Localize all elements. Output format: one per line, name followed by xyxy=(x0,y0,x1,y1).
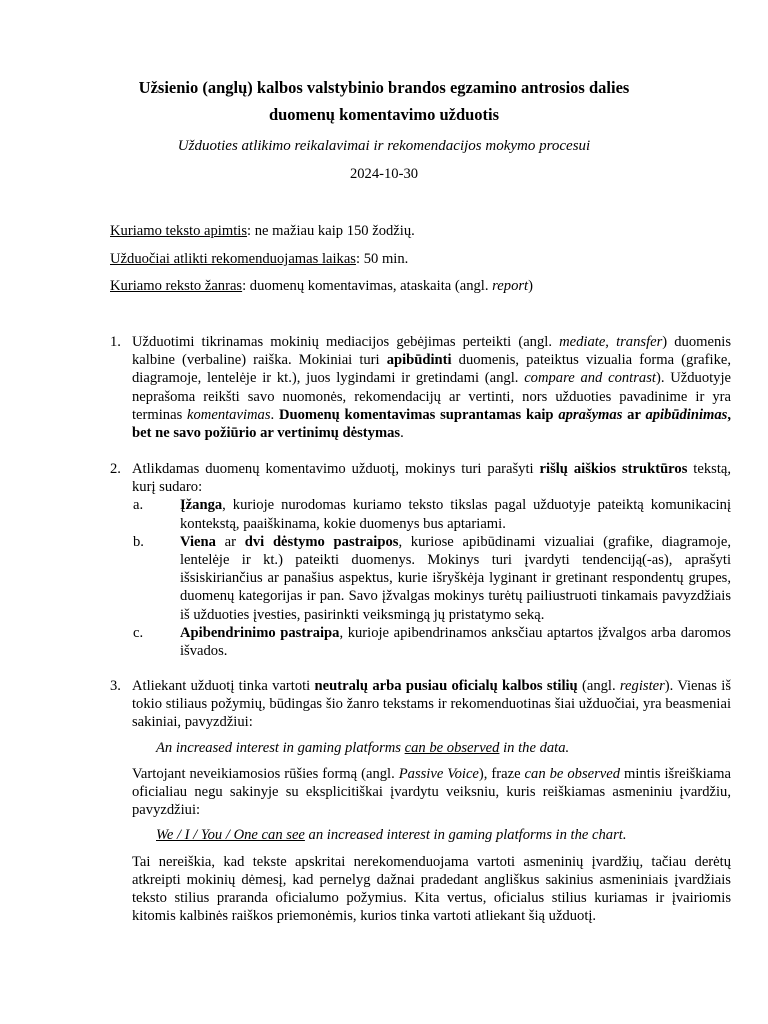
document-title-line2: duomenų komentavimo užduotis xyxy=(268,105,500,124)
list-item-number: 3. xyxy=(110,678,121,694)
sub-item-label: a. xyxy=(133,497,144,514)
sub-item-c xyxy=(133,624,731,660)
list-item-number: 1. xyxy=(110,334,121,350)
meta-key: Kuriamo reksto žanras xyxy=(110,278,243,294)
list-item-body xyxy=(132,460,731,660)
paragraph: Užduotimi tikrinamas mokinių mediacijos gebėjimas perteikti (angl. mediate, transfer) duomenis kalbine (verbaline) raiška. Mokiniai turi apibūdinti duomenis, pateiktus vizualia forma (grafike, diagramoje, lentelėje ir kt.), juos lygindami ir gretindami (angl. compare and contrast). Užduotyje neprašoma reikšti savo nuomonės, rekomendacijų ar vertinti, nors užduoties pavadinime ir yra terminas komentavimas. Duomenų komentavimas suprantamas kaip aprašymas ar apibūdinimas, bet ne savo požiūrio ar vertinimų dėstymas. xyxy=(132,334,732,442)
meta-recommended-time xyxy=(110,250,730,268)
paragraph: Vartojant neveikiamosios rūšies formą (angl. Passive Voice), fraze can be observed mintis išreiškiama oficialiau negu sakinyje su eksplicitiškai įvardytu veiksniu, kuris reiškiamas asmeniniu įvardžiu, pavyzdžiui: xyxy=(132,765,731,819)
sub-item-text: Įžanga, kurioje nurodomas kuriamo teksto tikslas pagal užduotyje pateiktą komunikacinį kontekstą, paaiškinama, kokie duomenys bus aptariami. xyxy=(180,497,731,532)
meta-genre xyxy=(110,277,730,295)
document-date: 2024-10-30 xyxy=(349,166,419,182)
meta-key: Užduočiai atlikti rekomenduojamas laikas xyxy=(110,251,356,267)
example-sentence-1: An increased interest in gaming platforms can be observed in the data. xyxy=(156,739,570,756)
example-sentence-2: We / I / You / One can see an increased interest in gaming platforms in the chart. xyxy=(156,827,627,844)
paragraph: Atlikdamas duomenų komentavimo užduotį, mokinys turi parašyti rišlų aiškios struktūros tekstą, kurį sudaro: xyxy=(132,461,731,496)
list-item-body xyxy=(132,677,731,925)
sub-item-label: b. xyxy=(133,533,144,550)
sub-item-text: Viena ar dvi dėstymo pastraipos, kuriose apibūdinami vizualiai (grafike, diagramoje, lentelėje ir kt.) pateikti duomenys. Mokinys turi įvardyti tendenciją(-as), aprašyti išsiskiriančius ar panašius aspektus, kurie išryškėja lyginant ir gretinant respondentų grupes, duomenų kategorijas ir pan. Savo įžvalgas mokinys turėtų pailiustruoti tinkamais pavyzdžiais iš užduoties įvesties, pasirinkti veiksmingą jų pristatymo seką. xyxy=(180,533,731,623)
sub-item-label: c. xyxy=(133,624,144,641)
paragraph: Atliekant užduotį tinka vartoti neutralų arba pusiau oficialų kalbos stilių (angl. register). Vienas iš tokio stiliaus požymių, būdingas šio žanro tekstams ir rekomenduotinas šiai užduočiai, yra beasmeniai sakiniai, pavyzdžiui: xyxy=(132,678,731,731)
meta-value: : duomenų komentavimas, ataskaita (angl. xyxy=(242,278,493,294)
sub-item-a xyxy=(133,496,731,532)
meta-value-end: ) xyxy=(528,278,533,294)
list-item-2 xyxy=(110,460,731,660)
meta-value: : 50 min. xyxy=(356,251,409,267)
list-item-body xyxy=(132,333,731,442)
sub-item-b xyxy=(133,533,731,624)
list-item-3 xyxy=(110,677,731,925)
document-title-line1: Užsienio (anglų) kalbos valstybinio brandos egzamino antrosios dalies xyxy=(138,78,630,97)
meta-key: Kuriamo teksto apimtis xyxy=(110,223,248,239)
meta-value: : ne mažiau kaip 150 žodžių. xyxy=(247,223,415,239)
list-item-1 xyxy=(110,333,731,442)
list-item-number: 2. xyxy=(110,461,121,477)
document-subtitle: Užduoties atlikimo reikalavimai ir rekomendacijos mokymo procesui xyxy=(177,138,591,154)
sub-item-text: Apibendrinimo pastraipa, kurioje apibendrinamos anksčiau aptartos įžvalgos arba daromos išvados. xyxy=(180,624,731,660)
meta-value-italic: report xyxy=(492,278,529,294)
meta-text-length xyxy=(110,222,730,240)
paragraph: Tai nereiškia, kad tekste apskritai nerekomenduojama vartoti asmeninių įvardžių, tačiau derėtų atkreipti mokinių dėmesį, kad pernelyg dažnai pradedant angliškus sakinius asmeniniais įvardžiais teksto stilius praranda oficialumo požymius. Kita vertus, oficialus stilius kuriamas ir įvairiomis kitomis kalbinės raiškos priemonėmis, kurios tinka vartoti atliekant šią užduotį. xyxy=(132,853,731,925)
